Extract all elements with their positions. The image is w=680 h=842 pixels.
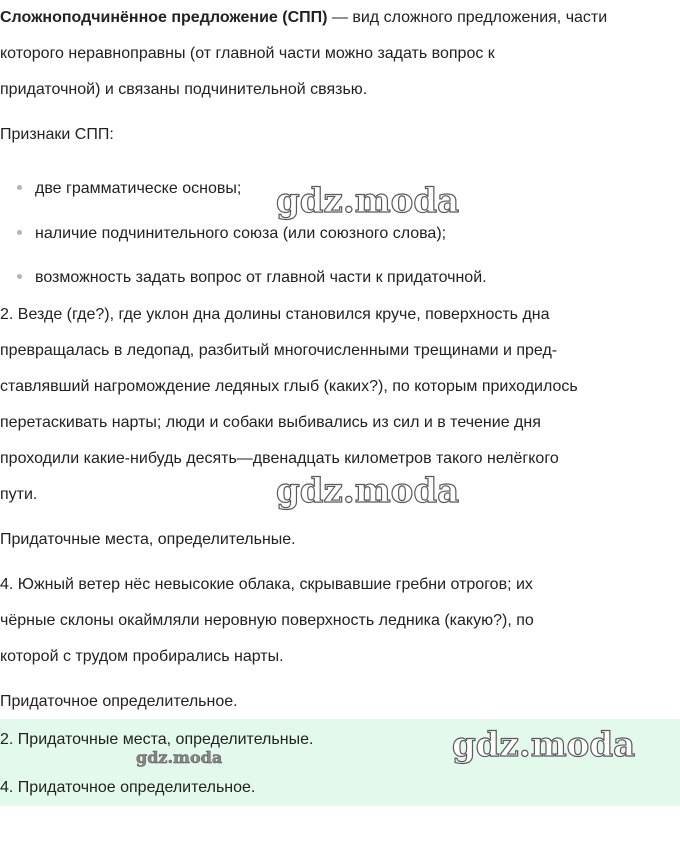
sentence-4-line: которой с трудом пробирались нарты.: [0, 648, 284, 665]
sentence-4-line: 4. Южный ветер нёс невысокие облака, скрывавшие гребни отрогов; их: [0, 576, 533, 593]
watermark-logo: gdz.moda: [276, 471, 460, 511]
sentence-4-line: чёрные склоны окаймляли неровную поверхность ледника (какую?), по: [0, 612, 534, 629]
list-item-text: две грамматическе основы;: [35, 180, 242, 197]
sentence-2-line: ставлявший нагромождение ледяных глыб (каких?), по которым приходилось: [0, 378, 578, 395]
list-item-text: наличие подчинительного союза (или союзного слова);: [35, 225, 447, 242]
sentence-2-line: пути.: [0, 486, 38, 503]
answer-line: 2. Придаточные места, определительные.: [0, 731, 314, 748]
watermark-logo: gdz.moda: [276, 181, 460, 221]
bullet-icon: [17, 274, 22, 279]
definition-line-1-rest: — вид сложного предложения, части: [327, 9, 608, 26]
bullet-icon: [17, 230, 22, 235]
definition-line-1: [0, 8, 607, 28]
list-item: [17, 268, 487, 288]
sentence-2-line: превращалась в ледопад, разбитый многочисленными трещинами и пред-: [0, 342, 558, 359]
list-item-text: возможность задать вопрос от главной части к придаточной.: [35, 269, 487, 286]
answer-line: 4. Придаточное определительное.: [0, 779, 256, 796]
sentence-2-line: 2. Везде (где?), где уклон дна долины становился круче, поверхность дна: [0, 306, 550, 323]
list-item: [17, 224, 446, 244]
sentence-2-line: перетаскивать нарты; люди и собаки выбивались из сил и в течение дня: [0, 414, 541, 431]
watermark-logo: gdz.moda: [452, 725, 636, 765]
definition-line-3: придаточной) и связаны подчинительной связью.: [0, 81, 368, 98]
definition-line-2: которого неравноправны (от главной части можно задать вопрос к: [0, 45, 495, 62]
features-heading: Признаки СПП:: [0, 126, 114, 143]
sentence-4-note: Придаточное определительное.: [0, 693, 238, 710]
list-item: [17, 179, 241, 199]
watermark-logo-small: gdz.moda: [136, 748, 223, 767]
sentence-2-line: проходили какие-нибудь десять—двенадцать километров такого нелёгкого: [0, 450, 559, 467]
sentence-2-note: Придаточные места, определительные.: [0, 531, 296, 548]
bullet-icon: [17, 185, 22, 190]
definition-term: Сложноподчинённое предложение (СПП): [0, 9, 328, 26]
